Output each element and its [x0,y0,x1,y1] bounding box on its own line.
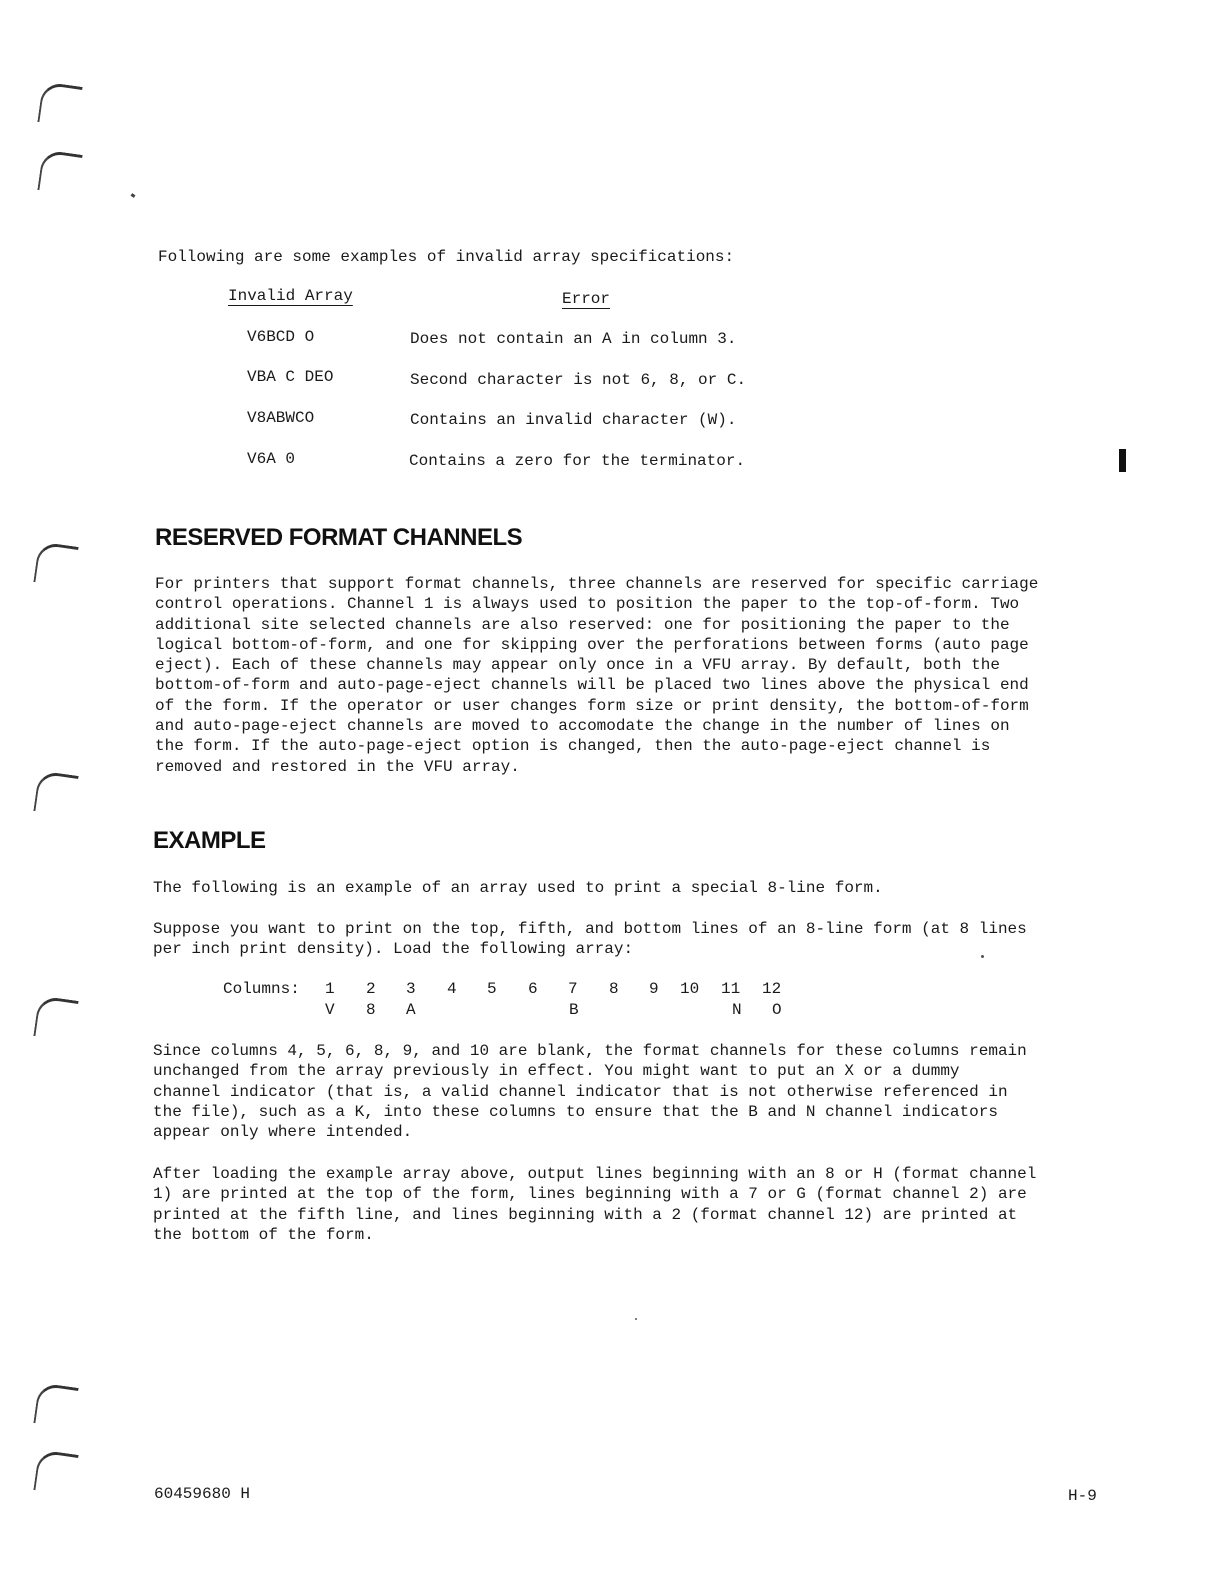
binder-hole-mark [37,149,82,195]
binder-hole-mark [33,995,78,1041]
column-number: 9 [649,980,659,998]
footer-document-number: 60459680 H [154,1485,251,1503]
example-paragraph-4: After loading the example array above, output lines beginning with an 8 or H (format channel 1) are printed at the top of the form, lines beginning with a 7 or G (format channel 2) are printed at the fifth line, and lines beginning with a 2 (format channel 12) are printed at the bottom of the form. [153,1165,1037,1244]
table-row-error: Contains a zero for the terminator. [409,452,746,470]
column-number: 11 [721,980,741,998]
table-row-array: V6BCD O [247,328,315,346]
column-value: A [406,1001,416,1019]
column-value: O [772,1001,782,1019]
column-value: B [569,1001,579,1019]
column-number: 7 [568,980,578,998]
column-value: N [732,1001,742,1019]
footer-page-number: H-9 [1068,1487,1097,1505]
binder-hole-mark [37,81,82,127]
column-number: 4 [447,980,457,998]
table-row-array: VBA C DEO [247,368,334,386]
table-row-error: Does not contain an A in column 3. [410,330,737,348]
table-row-array: V8ABWCO [247,409,315,427]
columns-label: Columns: [223,980,300,998]
table-row-array: V6A 0 [247,450,296,468]
column-number: 12 [762,980,782,998]
header-error: Error [562,290,611,308]
binder-hole-mark [33,541,78,587]
column-number: 2 [366,980,376,998]
binder-hole-mark [33,770,78,816]
table-row-error: Contains an invalid character (W). [410,411,737,429]
reserved-paragraph: For printers that support format channels, three channels are reserved for specific carriage control operations. Channel 1 is always used to position the paper to the top-of-form. Two additional site selected channels are also reserved: one for positioning the paper to the logical bottom-of-form, and one for skipping over the perforations between forms (auto page eject). Each of these channels may appear only once in a VFU array. By default, both the bottom-of-form and auto-page-eject channels will be placed two lines above the physical end of the form. If the operator or user changes form size or print density, the bottom-of-form and auto-page-eject channels are moved to accomodate the change in the number of lines on the form. If the auto-page-eject option is changed, then the auto-page-eject channel is removed and restored in the VFU array. [155,575,1039,776]
column-number: 1 [325,980,335,998]
column-number: 5 [487,980,497,998]
column-number: 10 [680,980,700,998]
table-row-error: Second character is not 6, 8, or C. [410,371,747,389]
header-invalid-array: Invalid Array [228,287,353,305]
example-paragraph-3: Since columns 4, 5, 6, 8, 9, and 10 are blank, the format channels for these columns remain unchanged from the array previously in effect. You might want to put an X or a dummy channel indicator (that is, a valid channel indicator that is not otherwise referenced in the file), such as a K, into these columns to ensure that the B and N channel indicators appear only where intended. [153,1042,1027,1142]
column-value: V [325,1001,335,1019]
section-heading-example: EXAMPLE [153,827,266,854]
example-paragraph-2: Suppose you want to print on the top, fifth, and bottom lines of an 8-line form (at 8 lines per inch print density). Load the following array: [153,920,1027,959]
binder-hole-mark [33,1382,78,1428]
column-number: 6 [528,980,538,998]
scan-mark [131,193,136,198]
binder-hole-mark [33,1449,78,1495]
section-heading-reserved: RESERVED FORMAT CHANNELS [155,524,523,551]
change-bar [1119,449,1126,472]
column-number: 8 [609,980,619,998]
column-value: 8 [366,1001,376,1019]
example-paragraph-1: The following is an example of an array used to print a special 8-line form. [153,879,883,897]
intro-text: Following are some examples of invalid array specifications: [158,248,735,266]
scan-speck [635,1318,637,1320]
column-number: 3 [406,980,416,998]
